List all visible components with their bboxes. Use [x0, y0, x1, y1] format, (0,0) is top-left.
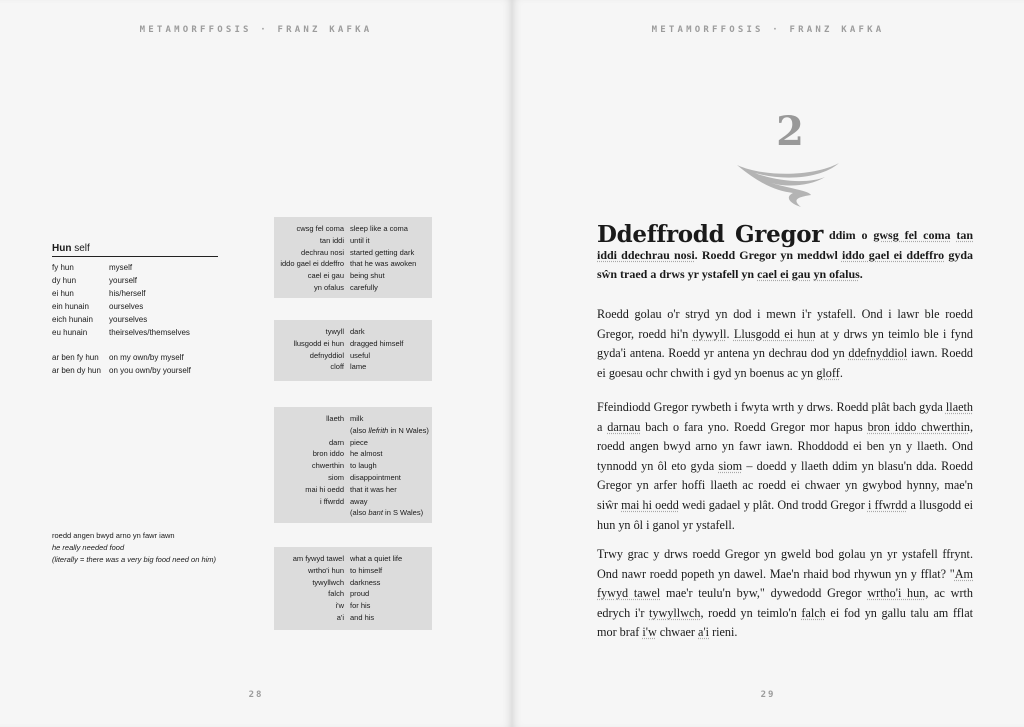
vocab-welsh: llusgodd ei hun	[293, 338, 344, 348]
hun-english: ourselves	[109, 302, 144, 311]
vocab-welsh: tan iddi	[319, 235, 344, 245]
vocab-english: lame	[350, 362, 367, 372]
vocab-welsh: cloff	[330, 362, 344, 372]
vocab-welsh: darn	[328, 437, 344, 447]
folio-right: 29	[760, 690, 776, 700]
vocab-welsh: iddo gael ei ddeffro	[280, 259, 344, 269]
hun-welsh: ar ben fy hun	[52, 353, 99, 362]
vocab-row	[274, 223, 432, 235]
vocab-welsh	[274, 507, 350, 519]
hun-english: myself	[109, 263, 133, 272]
vocab-row	[274, 507, 432, 519]
vocab-english: disappointment	[350, 472, 401, 482]
vocab-english: useful	[350, 350, 371, 360]
vocab-row	[274, 350, 432, 362]
vocab-english: what a quiet life	[350, 554, 403, 563]
vocab-welsh: cwsg fel coma	[296, 224, 344, 233]
roedd-phrase: roedd angen bwyd arno yn fawr iawn	[52, 531, 175, 540]
vocab-row	[274, 612, 432, 624]
vocab-english: darkness	[350, 577, 381, 587]
hun-welsh: fy hun	[52, 263, 74, 272]
hun-welsh: ar ben dy hun	[52, 366, 101, 375]
chapter-opening: Ddeffrodd Gregor ddim o gwsg fel coma tan iddi ddechrau nosi. Roedd Gregor yn meddwl iddo gael ei ddeffro gyda sŵn traed a drws yr ystafell yn cael ei gau yn ofalus.	[597, 221, 974, 282]
vocab-english: sleep like a coma	[350, 224, 408, 233]
vocab-english: carefully	[350, 282, 378, 292]
vocab-welsh: a'i	[336, 612, 344, 622]
vocab-welsh: tywyll	[325, 327, 344, 336]
hun-row	[52, 300, 218, 313]
hun-row	[52, 326, 218, 339]
vocab-english: being shut	[350, 271, 385, 281]
vocab-welsh: defnyddiol	[309, 350, 344, 360]
vocab-english: dragged himself	[350, 338, 404, 348]
vocab-english: started getting dark	[350, 247, 415, 257]
hun-welsh: ein hunain	[52, 302, 89, 311]
chapter-number: 2	[776, 108, 804, 155]
vocab-welsh: dechrau nosi	[301, 247, 344, 257]
vocab-row	[274, 258, 432, 270]
vocab-english: for his	[350, 601, 371, 611]
hun-english: yourselves	[109, 315, 148, 324]
vocab-welsh: wrtho'i hun	[307, 565, 344, 575]
vocab-box-3	[274, 407, 432, 523]
vocab-row	[274, 247, 432, 259]
vocab-english: milk	[350, 414, 364, 423]
vocab-box-1	[274, 217, 432, 298]
paragraph-2: Ffeindiodd Gregor rywbeth i fwyta wrth y drws. Roedd plât bach gyda llaeth a darnau bach o fara yno. Roedd Gregor mor hapus bron iddo chwerthin, roedd angen bwyd arno yn fawr iawn. Rhoddodd ei ben yn y llaeth. Ond tynnodd yn ôl eto gyda siom – doedd y llaeth ddim yn blasu'n dda. Roedd Gregor yn arfer hoffi llaeth ac roedd ei chwaer yn gwybod hynny, mae'n siŵr mai hi oedd wedi gadael y plât. Ond trodd Gregor i ffwrdd a llusgodd ei hun yn ôl i ganol yr ystafell.	[597, 400, 973, 532]
vocab-box-4	[274, 547, 432, 630]
vocab-row	[274, 472, 432, 484]
vocab-welsh: siom	[328, 472, 344, 482]
vocab-row	[274, 326, 432, 338]
vocab-welsh: bron iddo	[312, 449, 344, 459]
hun-reference	[52, 243, 218, 377]
vocab-welsh: am fywyd tawel	[292, 554, 344, 563]
vocab-welsh: tywyllwch	[312, 577, 344, 587]
vocab-welsh: falch	[328, 589, 344, 599]
vocab-row	[274, 282, 432, 294]
vocab-row	[274, 600, 432, 612]
hun-row	[52, 287, 218, 300]
hun-english: on my own/by myself	[109, 353, 184, 362]
hun-row	[52, 313, 218, 326]
vocab-row	[274, 460, 432, 472]
vocab-row	[274, 270, 432, 282]
roedd-note	[52, 530, 252, 566]
vocab-welsh: cael ei gau	[307, 271, 344, 281]
vocab-row	[274, 413, 432, 425]
vocab-english: that it was her	[350, 484, 397, 494]
hun-welsh: eu hunain	[52, 328, 88, 337]
vocab-english: to himself	[350, 565, 383, 575]
vocab-english: he almost	[350, 449, 383, 459]
vocab-row	[274, 588, 432, 600]
hun-row	[52, 364, 218, 377]
vocab-row	[274, 496, 432, 508]
vocab-row	[274, 553, 432, 565]
vocab-english: and his	[350, 612, 375, 622]
paragraph-3: Trwy grac y drws roedd Gregor yn gweld bod golau yn yr ystafell ffrynt. Ond nawr roedd popeth yn dawel. Mae'n rhaid bod rhywun yn y fflat? "Am fywyd tawel mae'r teulu'n byw," dywedodd Gregor wrtho'i hun, ac wrth edrych i'r tywyllwch, roedd yn teimlo'n falch ei fod yn gallu talu am fflat mor braf i'w chwaer a'i rieni.	[597, 547, 973, 640]
vocab-welsh: i ffwrdd	[319, 496, 344, 506]
vocab-english: dark	[350, 327, 365, 336]
folio-left: 28	[248, 690, 264, 700]
hun-title: Hun self	[52, 243, 218, 257]
vocab-row	[274, 484, 432, 496]
running-head-left: METAMORFFOSIS · FRANZ KAFKA	[139, 25, 373, 35]
roedd-literal: (literally = there was a very big food need on him)	[52, 555, 217, 564]
hun-english: on you own/by yourself	[109, 366, 191, 375]
vocab-row	[274, 425, 432, 437]
vocab-english: (also bant in S Wales)	[350, 508, 424, 518]
vocab-row	[274, 338, 432, 350]
hun-welsh: ei hun	[52, 289, 74, 298]
running-head-right: METAMORFFOSIS · FRANZ KAFKA	[651, 25, 885, 35]
hun-row	[52, 351, 218, 364]
vocab-english: away	[350, 496, 368, 506]
hun-welsh: dy hun	[52, 276, 77, 285]
vocab-welsh: chwerthin	[311, 461, 344, 471]
vocab-row	[274, 448, 432, 460]
opening-words: Ddeffrodd Gregor	[597, 221, 824, 248]
hun-english: theirselves/themselves	[109, 328, 190, 337]
vocab-english: until it	[350, 235, 370, 245]
vocab-english: (also llefrith in N Wales)	[350, 425, 429, 435]
vocab-row	[274, 361, 432, 373]
hun-row	[52, 274, 218, 287]
hun-welsh: eich hunain	[52, 315, 93, 324]
hun-row	[52, 261, 218, 274]
hun-list-2	[52, 351, 218, 377]
vocab-english: piece	[350, 437, 368, 447]
vocab-row	[274, 235, 432, 247]
vocab-welsh	[274, 425, 350, 437]
vocab-row	[274, 577, 432, 589]
vocab-welsh: mai hi oedd	[305, 484, 344, 494]
vocab-row	[274, 437, 432, 449]
vocab-english: proud	[350, 589, 370, 599]
vocab-welsh: yn ofalus	[313, 282, 344, 292]
hun-english: yourself	[109, 276, 138, 285]
vocab-welsh: llaeth	[326, 414, 344, 423]
vocab-box-2	[274, 320, 432, 381]
swirl-ornament-icon	[733, 157, 843, 215]
vocab-welsh: i'w	[335, 601, 344, 611]
hun-list	[52, 261, 218, 339]
hun-english: his/herself	[109, 289, 146, 298]
vocab-english: to laugh	[350, 461, 377, 471]
paragraph-1: Roedd golau o'r stryd yn dod i mewn i'r ystafell. Ond i lawr ble roedd Gregor, roedd hi'n dywyll. Llusgodd ei hun at y drws yn teimlo ble i fynd gyda'i antena. Roedd yr antena yn dechrau dod yn ddefnyddiol iawn. Roedd ei goesau ochr chwith i gyd yn boenus ac yn gloff.	[597, 307, 974, 380]
vocab-english: that he was awoken	[350, 259, 417, 269]
vocab-row	[274, 565, 432, 577]
roedd-translation: he really needed food	[52, 543, 125, 552]
